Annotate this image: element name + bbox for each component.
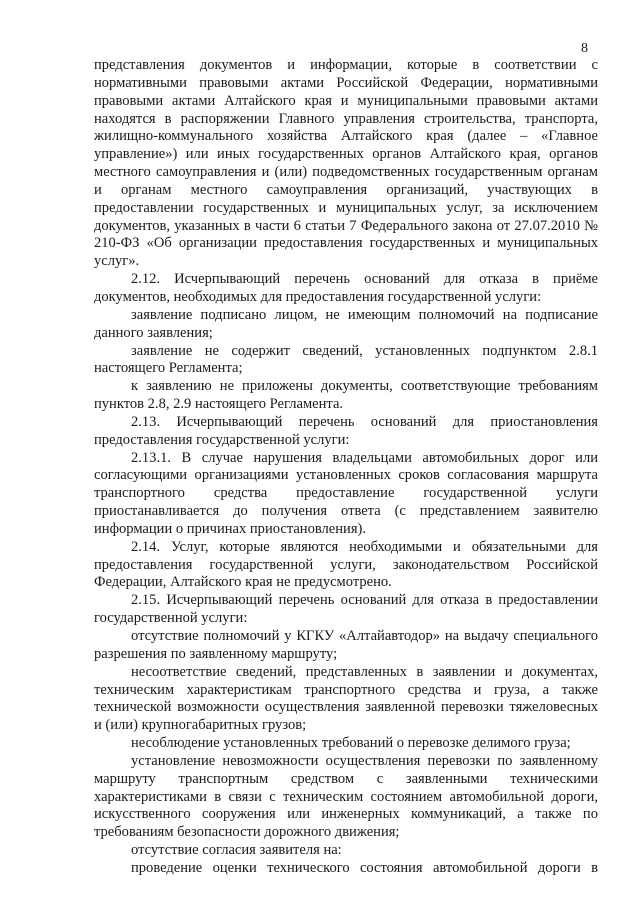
paragraph-2-15-heading: 2.15. Исчерпывающий перечень оснований для отказа в предоставлении государственной услуги:: [94, 592, 598, 627]
page-number: 8: [581, 41, 588, 56]
paragraph-denial-reason: отсутствие согласия заявителя на:: [131, 842, 342, 859]
paragraph-2-14: 2.14. Услуг, которые являются необходимыми и обязательными для предоставления государственной услуги, законодательством Российской Федерации, Алтайского края не предусмотрено.: [94, 538, 598, 591]
paragraph-denial-reason: несоблюдение установленных требований о перевозке делимого груза;: [131, 735, 571, 752]
paragraph-continuation: представления документов и информации, которые в соответствии с нормативными правовыми актами Российской Федерации, нормативными правовыми актами Алтайского края и муниципальными правовыми актами находятся в распоряжении Главного управления строительства, транспорта, жилищно-коммунального хозяйства Алтайского края (далее – «Главное управление») или иных государственных органов Алтайского края, органов местного самоуправления и (или) подведомственных государственным органам и органам местного самоуправления организаций, участвующих в предоставлении государственных и муниципальных услуг, за исключением документов, указанных в части 6 статьи 7 Федерального закона от 27.07.2010 № 210-ФЗ «Об организации предоставления государственных и муниципальных услуг».: [94, 57, 598, 270]
paragraph-2-13-1: 2.13.1. В случае нарушения владельцами автомобильных дорог или согласующими организациями установленных сроков согласования маршрута транспортного средства предоставление государственной услуги приостанавливается до получения ответа (с представлением заявителю информации о причинах приостановления).: [94, 449, 598, 537]
paragraph-denial-reason: отсутствие полномочий у КГКУ «Алтайавтодор» на выдачу специального разрешения по заявленному маршруту;: [94, 628, 598, 662]
paragraph-2-13-heading: 2.13. Исчерпывающий перечень оснований для приостановления предоставления государственной услуги:: [94, 413, 598, 448]
paragraph-2-12-heading: 2.12. Исчерпывающий перечень оснований для отказа в приёме документов, необходимых для предоставления государственной услуги:: [94, 271, 598, 305]
paragraph-denial-subitem: проведение оценки технического состояния автомобильной дороги в: [131, 859, 598, 876]
paragraph-refusal-reason: заявление подписано лицом, не имеющим полномочий на подписание данного заявления;: [94, 306, 598, 341]
paragraph-refusal-reason: заявление не содержит сведений, установленных подпунктом 2.8.1 настоящего Регламента;: [94, 342, 598, 377]
paragraph-refusal-reason: к заявлению не приложены документы, соответствующие требованиям пунктов 2.8, 2.9 настоящего Регламента.: [94, 378, 598, 413]
paragraph-denial-reason: установление невозможности осуществления перевозки по заявленному маршруту транспортным средством с заявленными техническими характеристиками в связи с техническим состоянием автомобильной дороги, искусственного сооружения или инженерных коммуникаций, а также по требованиям безопасности дорожного движения;: [94, 752, 598, 841]
document-body: [94, 57, 598, 878]
paragraph-denial-reason: несоответствие сведений, представленных в заявлении и документах, техническим характеристикам транспортного средства и груза, а также технической возможности осуществления заявленной перевозки тяжеловесных и (или) крупногабаритных грузов;: [94, 663, 598, 734]
